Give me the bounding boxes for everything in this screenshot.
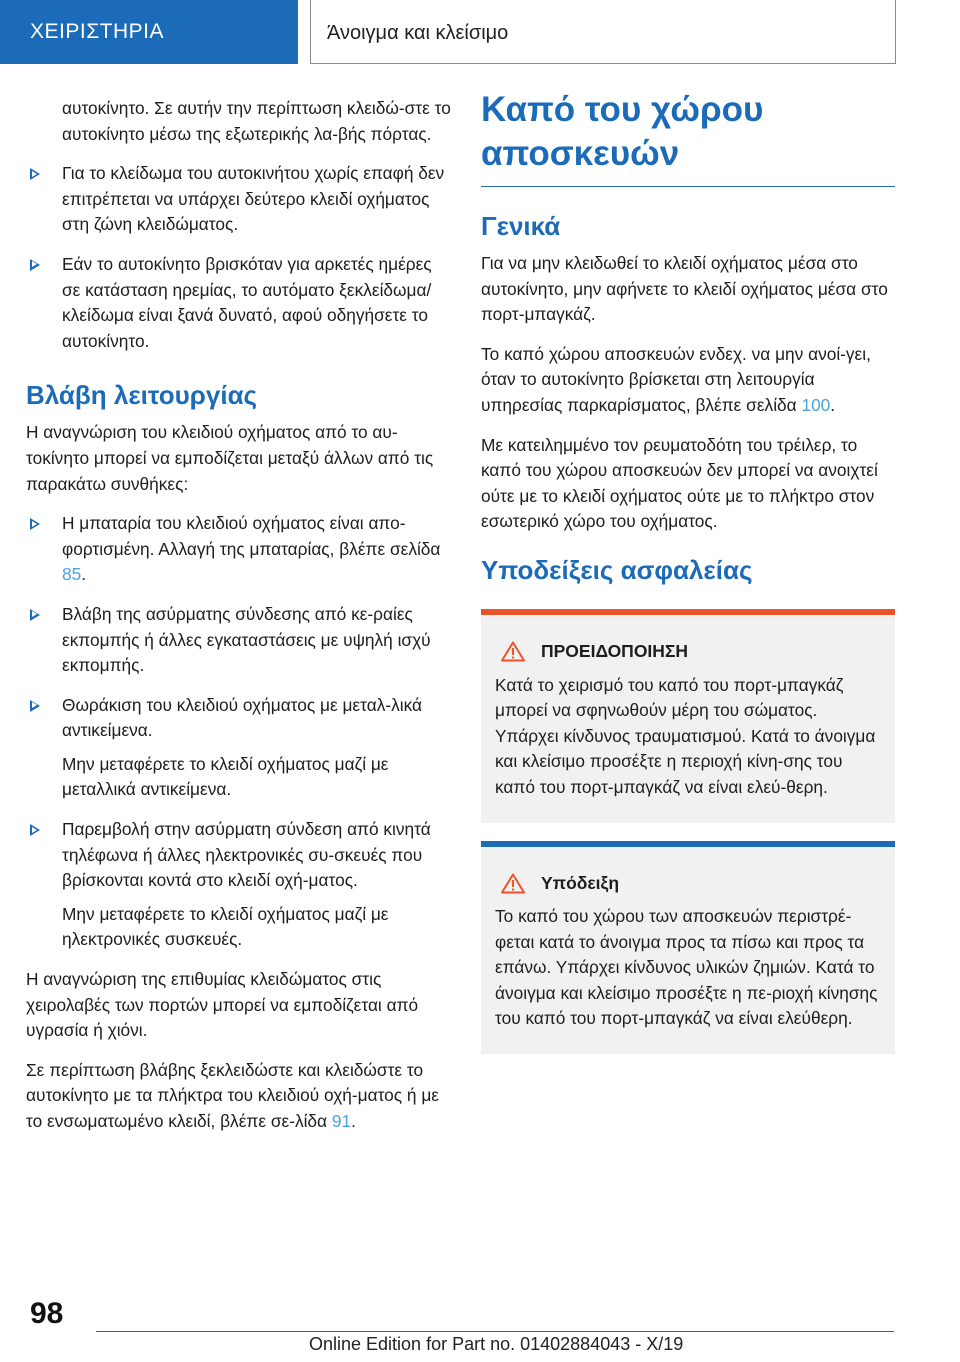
warning-callout [481, 609, 895, 823]
body-paragraph [26, 1058, 454, 1135]
left-column [26, 96, 454, 1149]
section-tab-label: ΧΕΙΡΙΣΤΗΡΙΑ [30, 20, 165, 43]
bullet-arrow-icon [30, 259, 40, 271]
bullet-arrow-icon [30, 168, 40, 180]
list-item-text: Εάν το αυτοκίνητο βρισκόταν για αρκετές ημέρες σε κατάσταση ηρεμίας, το αυτόματο ξεκλείδωμα/κλείδωμα είναι ξανά δυνατό, αφού οδηγήσετε το αυτοκίνητο. [62, 253, 432, 351]
list-item-text: Η μπαταρία του κλειδιού οχήματος είναι απο-φορτισμένη. Αλλαγή της μπαταρίας, βλέπε σελίδα [62, 513, 441, 559]
main-heading-trunk-lid: Καπό του χώρου αποσκευών [481, 90, 764, 173]
paragraph-end: . [830, 394, 836, 415]
list-item [26, 693, 454, 744]
list-item-end: . [81, 564, 87, 585]
body-paragraph: Η αναγνώριση της επιθυμίας κλειδώματος στις χειρολαβές των πορτών μπορεί να εμποδίζεται από υγρασία ή χιόνι. [26, 969, 419, 1041]
warning-text: Κατά το χειρισμό του καπό του πορτ-μπαγκάζ μπορεί να σφηνωθούν μέρη του σώματος. Υπάρχει κίνδυνος τραυματισμού. Κατά το άνοιγμα και κλείσιμο προσέξτε η περιοχή κίνη-σης του καπό του πορτ-μπαγκάζ να είναι ελεύ-θερη. [495, 674, 876, 797]
body-paragraph: Με κατειλημμένο τον ρευματοδότη του τρέιλερ, το καπό του χώρου αποσκευών δεν μπορεί να ανοιχτεί ούτε με το κλειδί οχήματος ούτε με το πλήκτρο στον εσωτερικό χώρο του οχήματος. [481, 434, 878, 532]
page-link-85[interactable]: 85 [62, 564, 82, 585]
section-tab [0, 0, 298, 64]
list-item [26, 161, 454, 238]
warning-callout-header [501, 639, 879, 665]
list-item-text: Για το κλείδωμα του αυτοκινήτου χωρίς επαφή δεν επιτρέπεται να υπάρχει δεύτερο κλειδί οχήματος στη ζώνη κλειδώματος. [62, 163, 445, 235]
paragraph-text: Το καπό χώρου αποσκευών ενδεχ. να μην ανοί-γει, όταν το αυτοκίνητο βρίσκεται στη λειτουργία υπηρεσίας παρκαρίσματος, βλέπε σελίδα [481, 343, 871, 415]
page-link-91[interactable]: 91 [331, 1111, 352, 1131]
heading-divider [481, 186, 895, 187]
warning-title: ΠΡΟΕΙΔΟΠΟΙΗΣΗ [541, 640, 689, 661]
note-callout-header [501, 871, 879, 897]
intro-paragraph: αυτοκίνητο. Σε αυτήν την περίπτωση κλειδώ-στε το αυτοκίνητο μέσω της εξωτερικής λα-βής πόρτας. [62, 98, 451, 144]
bullet-arrow-icon [30, 518, 40, 530]
right-column [481, 90, 895, 1072]
subheading-safety: Υποδείξεις ασφαλείας [481, 554, 753, 585]
paragraph-text: Σε περίπτωση βλάβης ξεκλειδώστε και κλειδώστε το αυτοκίνητο με τα πλήκτρα του κλειδιού οχή-ματος ή με το ενσωματωμένο κλειδί, βλέπε σε-λίδα [26, 1059, 439, 1131]
list-item [26, 602, 454, 679]
note-title: Υπόδειξη [541, 872, 620, 893]
page-header [0, 0, 960, 68]
note-callout [481, 841, 895, 1055]
page-title: Άνοιγμα και κλείσιμο [327, 22, 509, 44]
section-heading-malfunction: Βλάβη λειτουργίας [26, 380, 258, 411]
body-paragraph: Για να μην κλειδωθεί το κλειδί οχήματος μέσα στο αυτοκίνητο, μην αφήνετε το κλειδί οχήματος μέσα στο πορτ-μπαγκάζ. [481, 253, 888, 325]
note-text: Το καπό του χώρου των αποσκευών περιστρέ-φεται κατά το άνοιγμα προς τα πίσω και προς τα επάνω. Υπάρχει κίνδυνος υλικών ζημιών. Κατά το άνοιγμα και κλείσιμο προσέξτε η πε-ριοχή κίνησης του καπό του πορτ-μπαγκάζ να είναι ελεύθερη. [495, 906, 878, 1029]
list-item-text: Παρεμβολή στην ασύρματη σύνδεση από κινητά τηλέφωνα ή άλλες ηλεκτρονικές συ-σκευές που βρίσκονται κοντά στο κλειδί οχή-ματος. [62, 819, 431, 891]
list-item [26, 252, 454, 354]
list-item [26, 511, 454, 588]
list-item-text: Θωράκιση του κλειδιού οχήματος με μεταλ-λικά αντικείμενα. [62, 694, 422, 741]
caution-triangle-icon [501, 873, 525, 894]
list-item-text: Βλάβη της ασύρματης σύνδεσης από κε-ραίες εκπομπής ή άλλες εγκαταστάσεις με υψηλή ισχύ εκπομπής. [62, 603, 431, 676]
bullet-arrow-icon [30, 824, 40, 836]
bullet-arrow-icon [30, 609, 40, 621]
warning-triangle-icon [501, 641, 525, 662]
subheading-general: Γενικά [481, 211, 561, 241]
list-item-subtext: Μην μεταφέρετε το κλειδί οχήματος μαζί με ηλεκτρονικές συσκευές. [62, 903, 389, 950]
page-number: 98 [30, 1297, 64, 1330]
paragraph-end: . [351, 1111, 356, 1131]
list-item [26, 817, 454, 894]
body-paragraph [481, 342, 895, 419]
footer-divider [96, 1331, 894, 1332]
bullet-arrow-icon [30, 700, 40, 712]
list-item-subtext: Μην μεταφέρετε το κλειδί οχήματος μαζί με μεταλλικά αντικείμενα. [62, 753, 389, 800]
page-link-100[interactable]: 100 [801, 394, 831, 415]
section-intro: Η αναγνώριση του κλειδιού οχήματος από το αυ-τοκίνητο μπορεί να εμποδίζεται μεταξύ άλλων από τις παρακάτω συνθήκες: [26, 422, 434, 494]
page-title-box [310, 0, 896, 64]
footer-edition: Online Edition for Part no. 01402884043 - X/19 [309, 1334, 684, 1354]
